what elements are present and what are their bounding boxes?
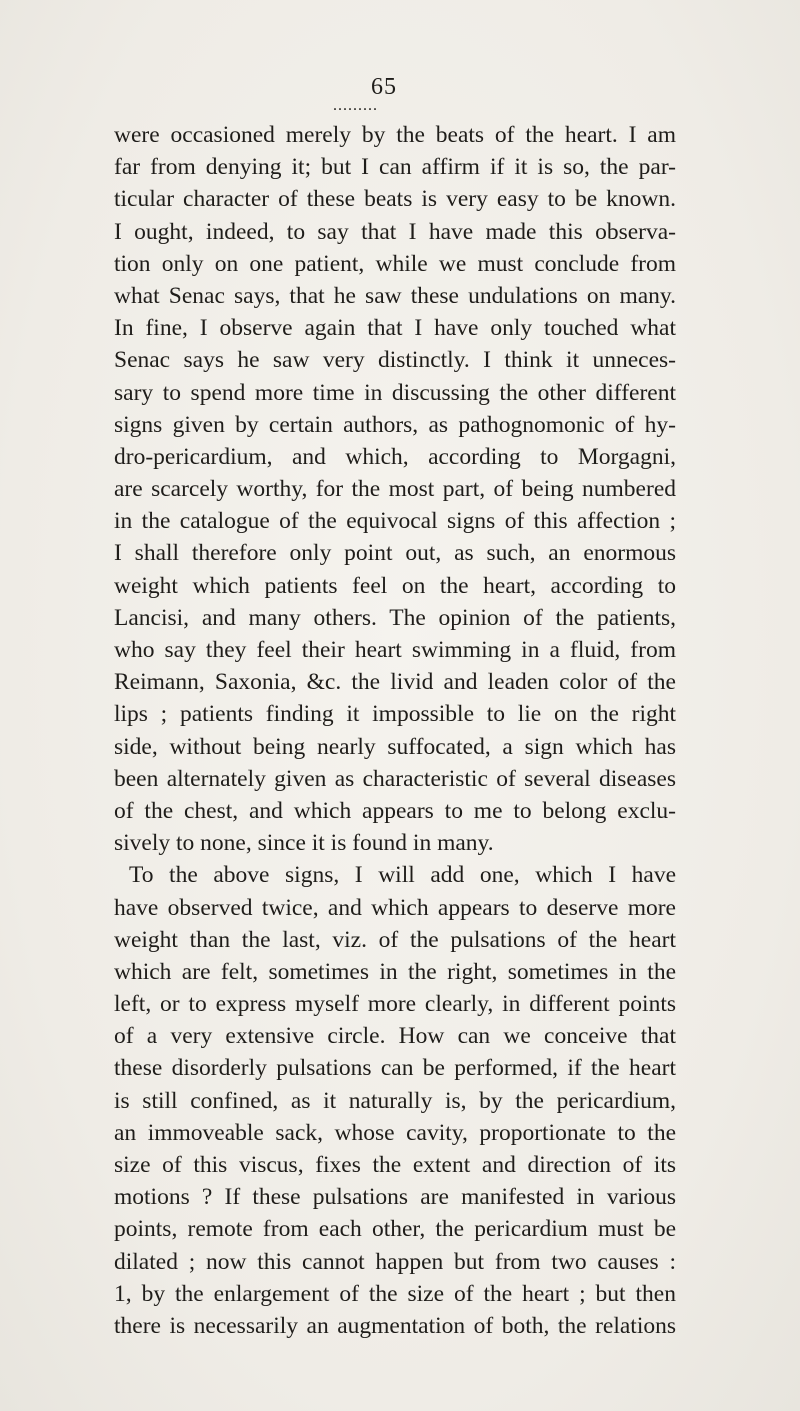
text-line: what Senac says, that he saw these undulations on many.: [114, 282, 676, 309]
text-line: were occasioned merely by the beats of the heart. I am: [114, 122, 676, 148]
text-line: dilated ; now this cannot happen but from two causes :: [114, 1248, 676, 1275]
text-line: far from denying it; but I can affirm if it is so, the par-: [114, 154, 676, 181]
text-line: is still confined, as it naturally is, by the pericardium,: [114, 1087, 676, 1114]
text-line: who say they feel their heart swimming in a fluid, from: [114, 637, 676, 663]
page-number: 65: [371, 74, 397, 100]
text-line: size of this viscus, fixes the extent and direction of its: [114, 1152, 676, 1178]
text-line: of a very extensive circle. How can we conceive that: [114, 1023, 676, 1050]
text-line: side, without being nearly suffocated, a sign which has: [114, 733, 676, 760]
text-line: Senac says he saw very distinctly. I think it unneces-: [114, 347, 676, 374]
text-line: sary to spend more time in discussing the other different: [114, 379, 676, 406]
text-line: I shall therefore only point out, as such, an enormous: [114, 540, 676, 567]
text-line: there is necessarily an augmentation of both, the relations: [114, 1312, 676, 1339]
text-line: of the chest, and which appears to me to belong exclu-: [114, 797, 676, 824]
text-line: these disorderly pulsations can be performed, if the heart: [114, 1055, 676, 1082]
text-line: left, or to express myself more clearly, in different points: [114, 991, 676, 1018]
text-line: I ought, indeed, to say that I have made this observa-: [114, 218, 676, 245]
text-line: have observed twice, and which appears to deserve more: [114, 894, 676, 921]
text-line: dro-pericardium, and which, according to Morgagni,: [114, 443, 676, 470]
text-line: Reimann, Saxonia, &c. the livid and leaden color of the: [114, 669, 676, 696]
text-line: motions ? If these pulsations are manifested in various: [114, 1184, 676, 1211]
text-line: To the above signs, I will add one, which I have: [129, 862, 676, 889]
text-line: weight which patients feel on the heart, according to: [114, 572, 676, 599]
text-line: an immoveable sack, whose cavity, proportionate to the: [114, 1119, 676, 1146]
text-line: tion only on one patient, while we must conclude from: [114, 250, 676, 277]
text-line: ticular character of these beats is very easy to be known.: [114, 186, 676, 213]
text-line: in the catalogue of the equivocal signs of this affection ;: [114, 508, 676, 535]
text-line: Lancisi, and many others. The opinion of the patients,: [114, 604, 676, 631]
text-line: weight than the last, viz. of the pulsations of the heart: [114, 926, 676, 953]
body-text: [114, 119, 676, 1342]
text-line: signs given by certain authors, as pathognomonic of hy-: [114, 411, 676, 438]
text-line: which are felt, sometimes in the right, sometimes in the: [114, 958, 676, 985]
ornament-dots: .........: [333, 97, 378, 114]
text-line: points, remote from each other, the pericardium must be: [114, 1216, 676, 1243]
text-line: sively to none, since it is found in many.: [114, 830, 494, 857]
text-line: are scarcely worthy, for the most part, of being numbered: [114, 476, 676, 503]
text-line: 1, by the enlargement of the size of the heart ; but then: [114, 1280, 676, 1307]
text-line: lips ; patients finding it impossible to lie on the right: [114, 701, 676, 728]
text-line: In fine, I observe again that I have only touched what: [114, 315, 676, 342]
text-line: been alternately given as characteristic of several diseases: [114, 765, 676, 792]
